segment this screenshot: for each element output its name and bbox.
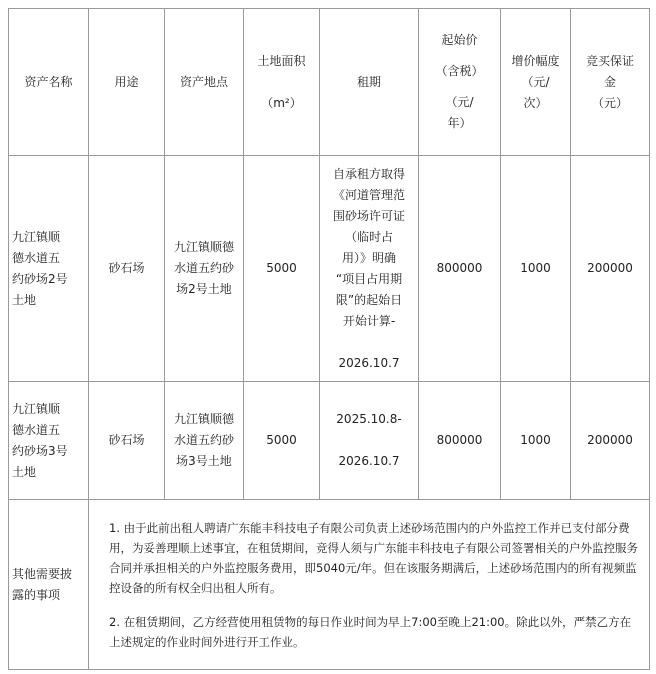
asset-table-container [8, 8, 649, 670]
start-price-cell: 800000 [419, 156, 501, 382]
increment-cell: 1000 [501, 156, 571, 382]
header-increment: 增价幅度 （元/ 次） [501, 9, 571, 156]
asset-table [8, 8, 650, 670]
notes-label-cell: 其他需要披 露的事项 [9, 500, 89, 670]
header-location: 资产地点 [165, 9, 244, 156]
note-item-1: 1. 由于此前出租人聘请广东能丰科技电子有限公司负责上述砂场范围内的户外监控工作并已支付部分费用，为妥善理顺上述事宜，在租赁期间，竞得人须与广东能丰科技电子有限公司签署相关的户外监控服务合同并承担相关的户外监控服务费用，即5040元/年。但在该服务期满后，上述砂场范围内的所有视频监控设备的所有权全归出租人所有。 [109, 520, 638, 595]
header-asset-name: 资产名称 [9, 9, 89, 156]
rent-period-cell: 自承租方取得 《河道管理范 围砂场许可证 （临时占 用）》明确 “项目占用期 限”的起始日 开始计算- 2026.10.7 [320, 156, 419, 382]
deposit-cell: 200000 [571, 156, 650, 382]
header-rent-period: 租期 [320, 9, 419, 156]
location-cell: 九江镇顺德 水道五约砂 场3号土地 [165, 382, 244, 500]
notes-content-cell [89, 500, 650, 670]
header-row [9, 9, 650, 156]
asset-name-cell: 九江镇顺 德水道五 约砂场2号 土地 [9, 156, 89, 382]
location-cell: 九江镇顺德 水道五约砂 场2号土地 [165, 156, 244, 382]
area-cell: 5000 [244, 156, 320, 382]
table-row [9, 382, 650, 500]
area-cell: 5000 [244, 382, 320, 500]
usage-cell: 砂石场 [89, 382, 165, 500]
deposit-cell: 200000 [571, 382, 650, 500]
header-area: 土地面积 （m²） [244, 9, 320, 156]
start-price-cell: 800000 [419, 382, 501, 500]
notes-row [9, 500, 650, 670]
note-item-2: 2. 在租赁期间，乙方经营使用租赁物的每日作业时间为早上7:00至晚上21:00。除此以外，严禁乙方在上述规定的作业时间外进行开工作业。 [109, 614, 632, 649]
table-row [9, 156, 650, 382]
header-usage: 用途 [89, 9, 165, 156]
increment-cell: 1000 [501, 382, 571, 500]
usage-cell: 砂石场 [89, 156, 165, 382]
header-deposit: 竞买保证 金 （元） [571, 9, 650, 156]
rent-period-cell: 2025.10.8- 2026.10.7 [320, 382, 419, 500]
asset-name-cell: 九江镇顺 德水道五 约砂场3号 土地 [9, 382, 89, 500]
header-start-price: 起始价 （含税） （元/ 年） [419, 9, 501, 156]
